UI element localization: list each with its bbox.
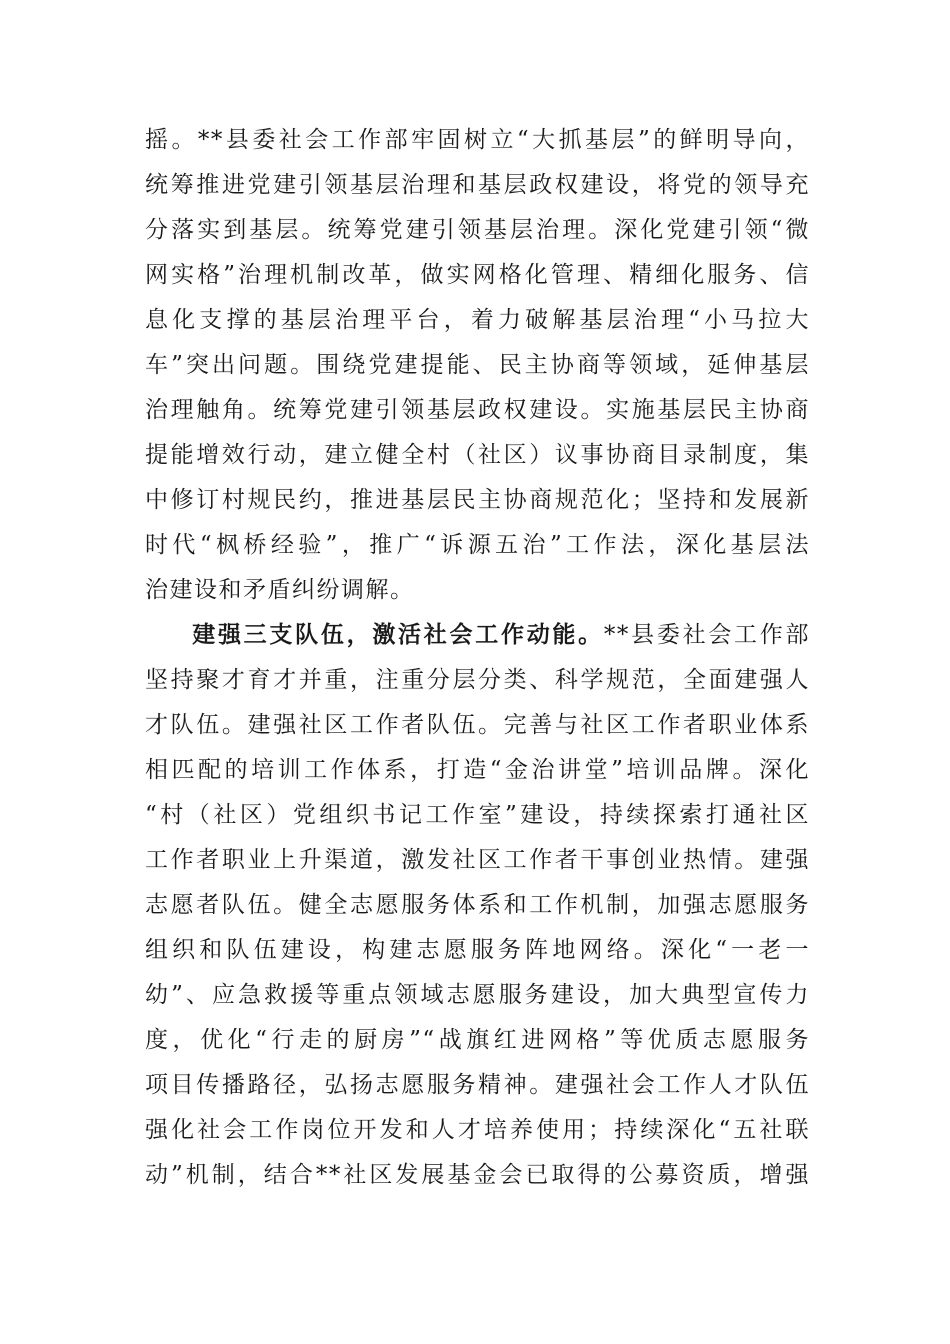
paragraph-2	[145, 613, 810, 1198]
text-line: 统筹推进党建引领基层治理和基层政权建设，将党的领导充	[145, 172, 810, 198]
text-line: 度，优化“行走的厨房”“战旗红进网格”等优质志愿服务	[145, 1027, 810, 1053]
text-line: “村（社区）党组织书记工作室”建设，持续探索打通社区	[145, 802, 810, 828]
text-line: 志愿者队伍。健全志愿服务体系和工作机制，加强志愿服务	[145, 892, 810, 918]
text-line: 治理触角。统筹党建引领基层政权建设。实施基层民主协商	[145, 397, 810, 423]
paragraph-1	[145, 118, 810, 613]
text-line: 分落实到基层。统筹党建引领基层治理。深化党建引领“微	[145, 217, 810, 243]
text-line: 工作者职业上升渠道，激发社区工作者干事创业热情。建强	[145, 847, 810, 873]
section-heading: 建强三支队伍，激活社会工作动能。	[191, 622, 604, 648]
document-body	[145, 118, 810, 1198]
text-line: 相匹配的培训工作体系，打造“金治讲堂”培训品牌。深化	[145, 757, 810, 783]
text-line: 息化支撑的基层治理平台，着力破解基层治理“小马拉大	[145, 307, 810, 333]
text-line: 幼”、应急救援等重点领域志愿服务建设，加大典型宣传力	[145, 982, 810, 1008]
text-line: 坚持聚才育才并重，注重分层分类、科学规范，全面建强人	[145, 667, 810, 693]
text-line: 治建设和矛盾纠纷调解。	[145, 577, 415, 603]
text-line: 时代“枫桥经验”，推广“诉源五治”工作法，深化基层法	[145, 532, 810, 558]
text-line: 摇。**县委社会工作部牢固树立“大抓基层”的鲜明导向，	[145, 127, 810, 153]
text-line: 车”突出问题。围绕党建提能、民主协商等领域，延伸基层	[145, 352, 810, 378]
text-line: 才队伍。建强社区工作者队伍。完善与社区工作者职业体系	[145, 712, 810, 738]
text-line: 网实格”治理机制改革，做实网格化管理、精细化服务、信	[145, 262, 810, 288]
text-line: 组织和队伍建设，构建志愿服务阵地网络。深化“一老一	[145, 937, 810, 963]
text-run: **县委社会工作部	[603, 622, 810, 648]
text-line: 中修订村规民约，推进基层民主协商规范化；坚持和发展新	[145, 487, 810, 513]
text-line: 项目传播路径，弘扬志愿服务精神。建强社会工作人才队伍	[145, 1072, 810, 1098]
text-line: 动”机制，结合**社区发展基金会已取得的公募资质，增强	[145, 1162, 810, 1188]
paragraph-2-first-line	[145, 613, 810, 658]
text-line: 强化社会工作岗位开发和人才培养使用；持续深化“五社联	[145, 1117, 810, 1143]
text-line: 提能增效行动，建立健全村（社区）议事协商目录制度，集	[145, 442, 810, 468]
